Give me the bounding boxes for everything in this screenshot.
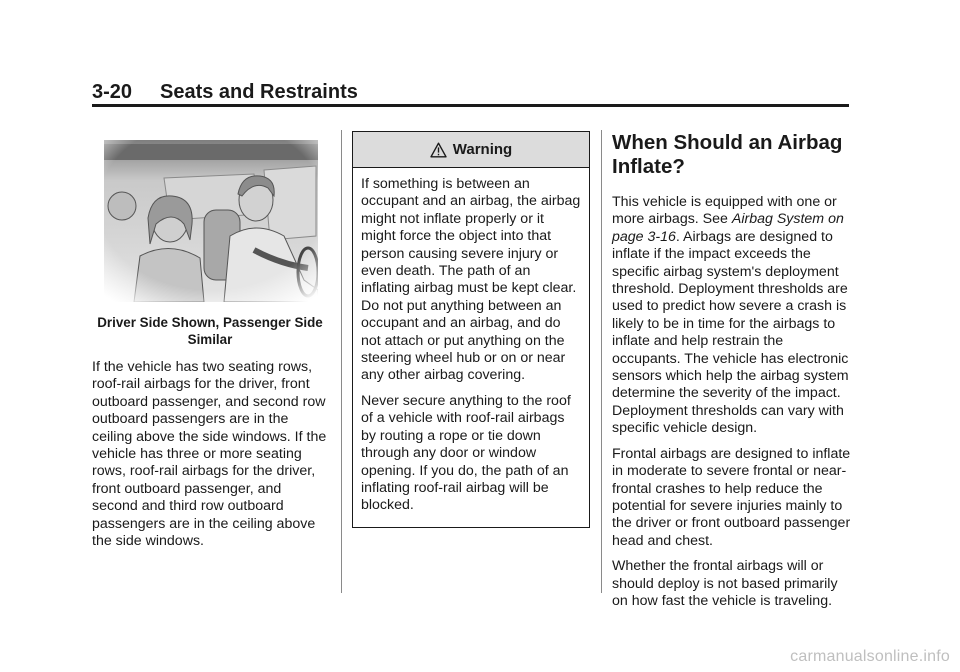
warning-paragraph: Never secure anything to the roof of a vehicle with roof-rail airbags by routing a rope or tie down through any door or window opening. If you do, the path of an inflating roof-rail airbag will be blocked. (361, 392, 571, 514)
page-header (92, 80, 848, 104)
warning-body (353, 168, 589, 527)
warning-box (352, 131, 590, 528)
paragraph-text: . Airbags are designed to inflate if the impact exceeds the specific airbag system's deployment threshold. Deployment thresholds are used to predict how severe a crash is likely to be in time for the airbags to inflate and help restrain the occupants. The vehicle has electronic sensors which help the airbag system determine the severity of the impact. Deployment thresholds can vary with specific vehicle design. (612, 228, 849, 437)
section-title: Seats and Restraints (160, 81, 358, 103)
warning-header (353, 132, 589, 168)
paragraph-text: This vehicle is equipped with one or more airbags. See (612, 194, 837, 228)
body-paragraph: Frontal airbags are designed to inflate in moderate to severe frontal or near-frontal crashes to help reduce the potential for severe injuries mainly to the driver or front outboard passenger head and chest. (612, 445, 851, 549)
body-paragraph: Whether the frontal airbags will or should deploy is not based primarily on how fast the vehicle is traveling. (612, 558, 838, 609)
warning-paragraph: If something is between an occupant and an airbag, the airbag might not inflate properly or it might force the object into that person causing severe injury or even death. The path of an inflating airbag must be kept clear. Do not put anything between an occupant and an airbag, and do not attach or put anything on the steering wheel hub or on or near any other airbag covering. (361, 176, 581, 384)
body-paragraph: If the vehicle has two seating rows, roof-rail airbags for the driver, front outboard passenger, and second row outboard passengers are in the ceiling above the side windows. If the vehicle has three or more seating rows, roof-rail airbags for the driver, front outboard passenger, and second and third row outboard passengers are in the ceiling above the side windows. (92, 359, 327, 550)
warning-triangle-icon (430, 142, 447, 158)
column-divider (341, 130, 342, 593)
airbag-illustration (104, 140, 318, 302)
figure-caption: Driver Side Shown, Passenger Side Similar (97, 315, 323, 347)
left-column (92, 132, 328, 558)
page-number: 3-20 (92, 81, 133, 103)
cross-reference-link[interactable]: Airbag System on page 3-16 (612, 211, 844, 245)
header-rule (92, 104, 849, 107)
column-divider (601, 130, 602, 593)
section-heading: When Should an Airbag Inflate? (612, 131, 843, 178)
watermark: carmanualsonline.info (790, 648, 950, 665)
right-column (612, 131, 852, 618)
body-paragraph (612, 194, 852, 438)
warning-title: Warning (452, 140, 513, 158)
middle-column (352, 131, 590, 528)
